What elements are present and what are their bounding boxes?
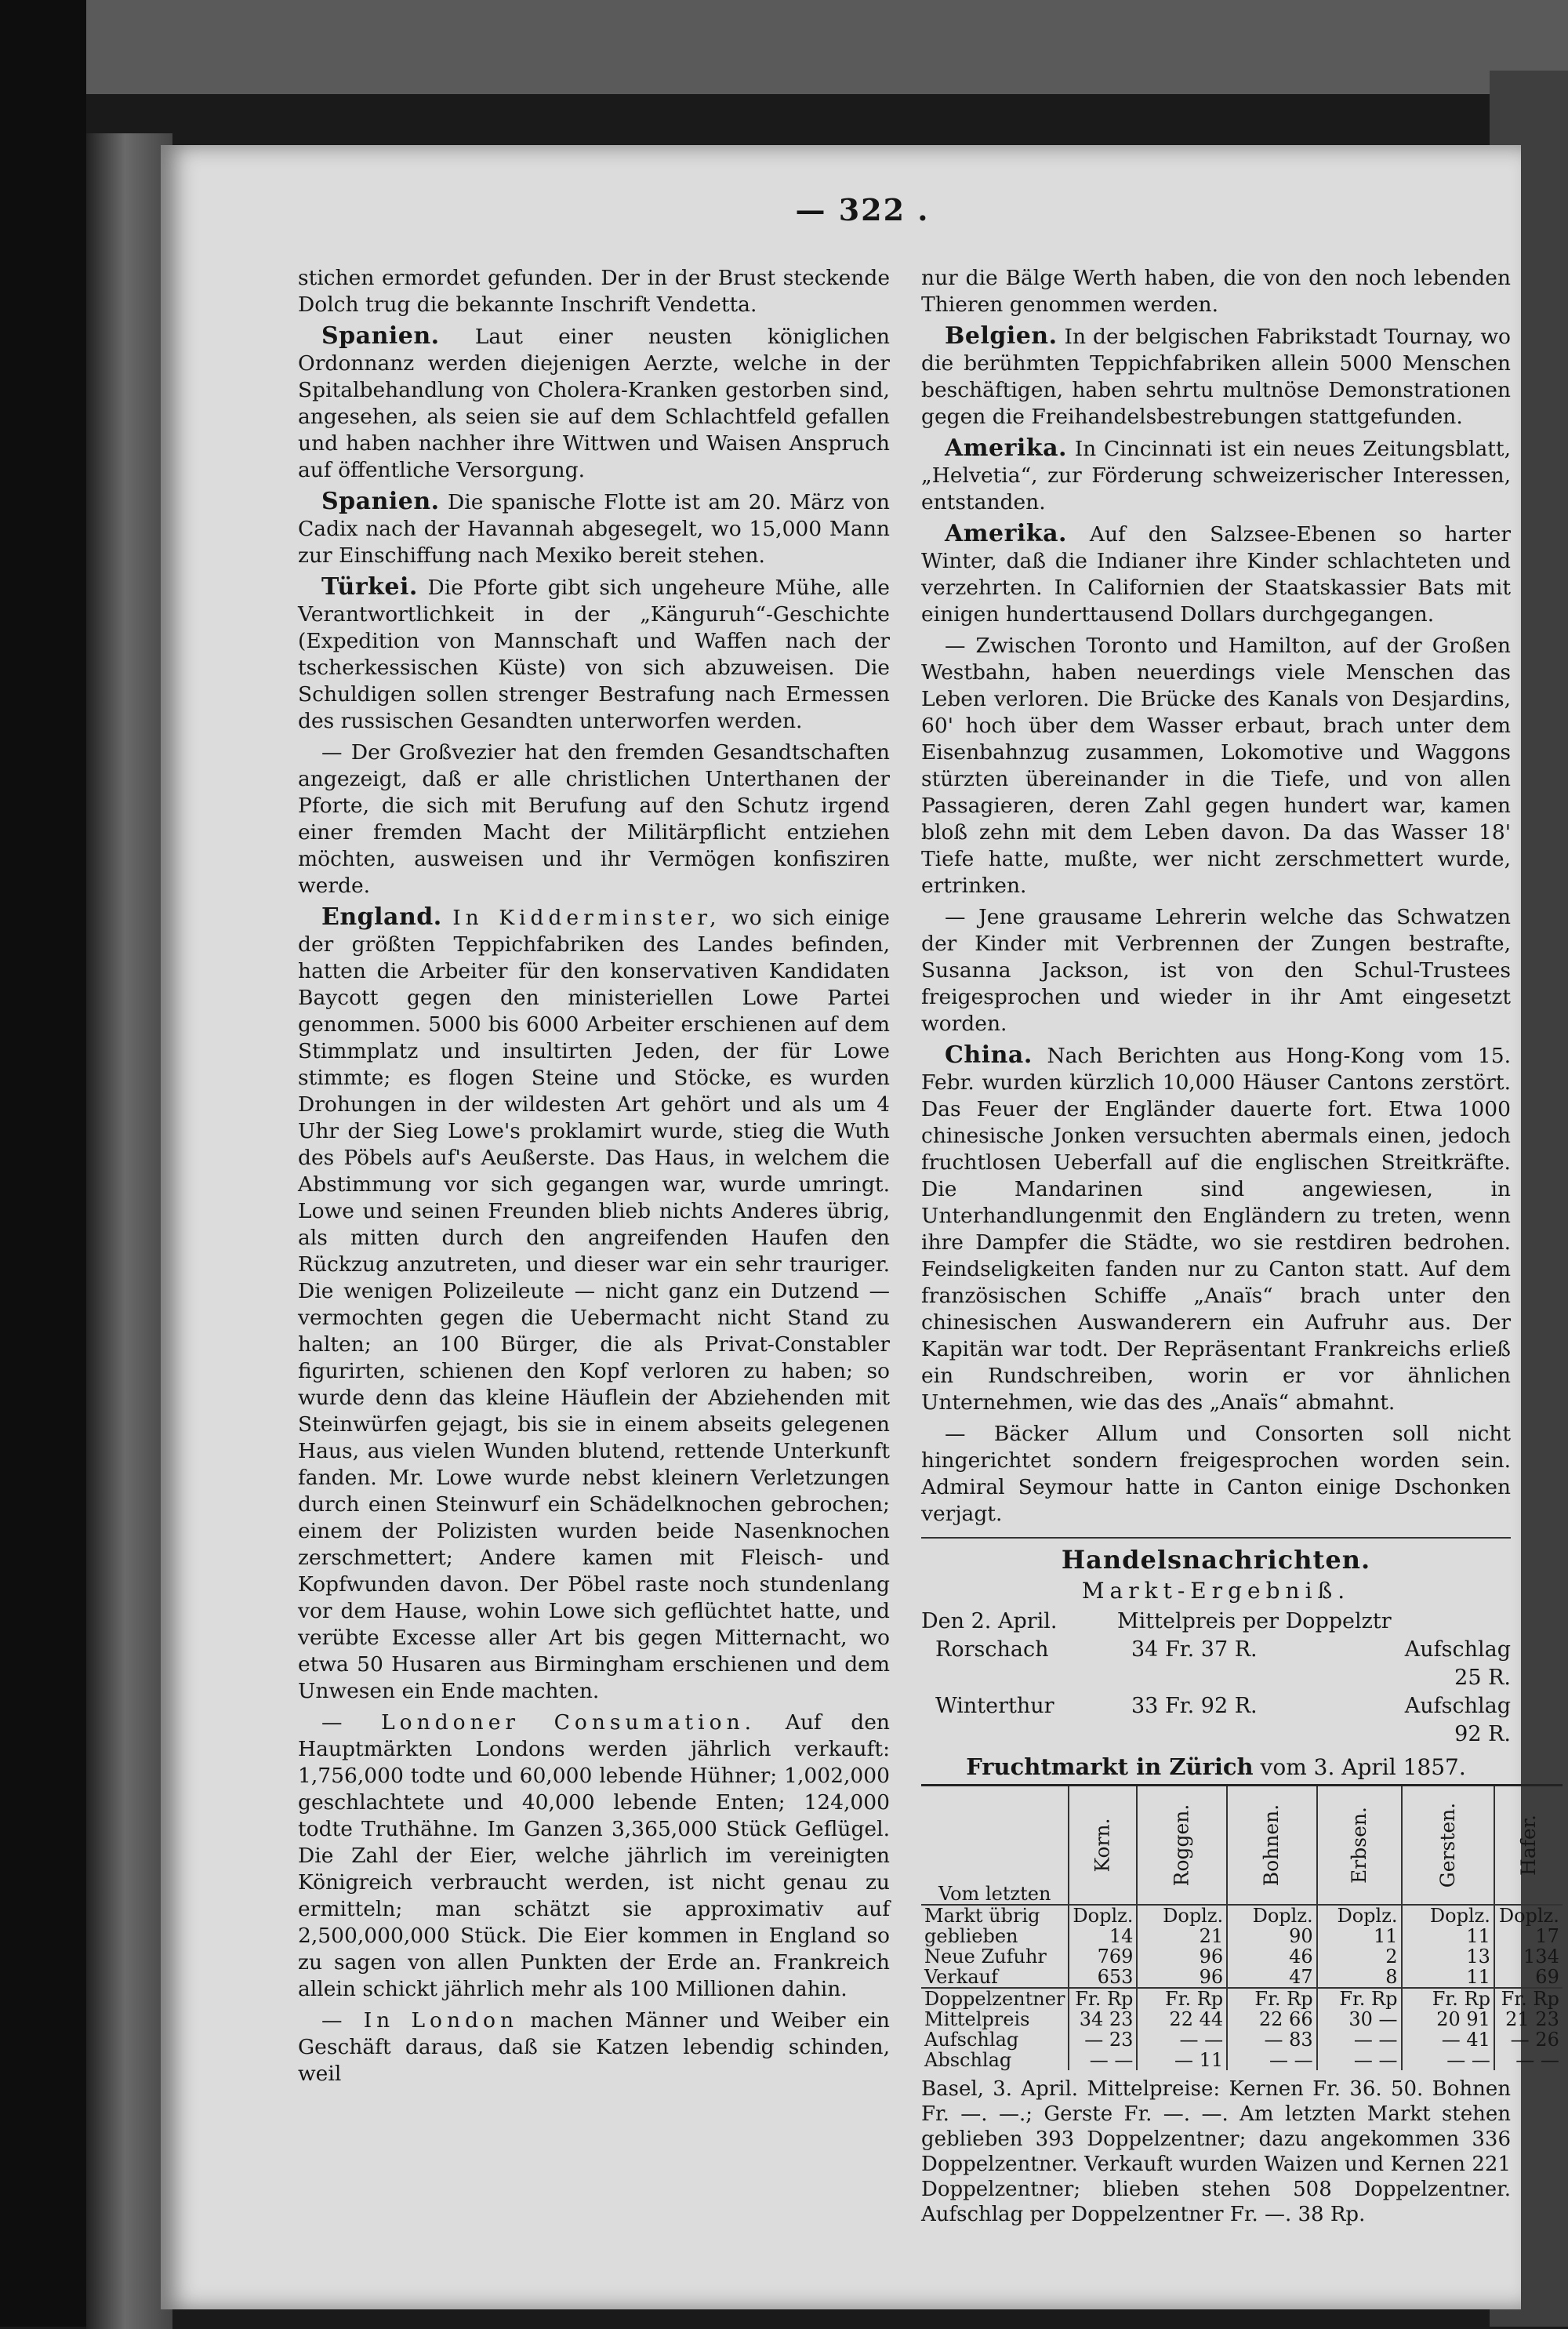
- scan-background-top: [0, 0, 1568, 94]
- article-england: England. In Kidderminster, wo sich einige der größten Teppichfabriken des Landes befinden, hatten die Arbeiter für den konservativen Kandidaten Baycott gegen den ministeriellen Lowe Partei genommen. 5000 bis 6000 Arbeiter erschienen auf dem Stimmplatz und insultirten Jeden, der für Lowe stimmte; es flogen Steine und Stöcke, es wurden Drohungen in der wildesten Art gehört und als um 4 Uhr der Sieg Lowe's proklamirt wurde, stieg die Wuth des Pöbels auf's Aeußerste. Das Haus, in welchem die Abstimmung vor sich gegangen war, wurde umringt. Lowe und seinen Freunden blieb nichts Anderes übrig, als mitten durch den angreifenden Haufen den Rückzug anzutreten, und dieser war ein sehr trauriger. Die wenigen Polizeileute — nicht ganz ein Dutzend — vermochten gegen die Uebermacht nicht Stand zu halten; an 100 Bürger, die als Privat-Constabler figurirten, schienen den Kopf verloren zu haben; so wurde denn das kleine Häuflein der Abziehenden mit Steinwürfen gejagt, bis sie in einem abseits gelegenen Haus, aus vielen Wunden blutend, rettende Unterkunft fanden. Mr. Lowe wurde nebst kleinern Verletzungen durch einen Steinwurf ein Schädelknochen gebrochen; einem der Polizisten wurden beide Nasenknochen zerschmettert; Andere kamen mit Fleisch- und Kopfwunden davon. Der Pöbel raste noch stundenlang vor dem Hause, wohin Lowe sich geflüchtet hatte, und verübte Excesse aller Art bis gegen Mitternacht, wo etwa 50 Husaren aus Birmingham erschienen und dem Unwesen ein Ende machten.: [298, 903, 890, 1703]
- table-cell: 34 23: [1069, 2009, 1137, 2029]
- table-cell: — —: [1227, 2050, 1316, 2070]
- mid-price-label: Mittelpreis per Doppelztr: [1117, 1609, 1392, 1633]
- row-label: Neue Zufuhr: [924, 1946, 1047, 1967]
- price-place: Rorschach: [935, 1637, 1049, 1662]
- table-cell: — 83: [1227, 2029, 1316, 2050]
- row-label: Mittelpreis: [924, 2008, 1030, 2030]
- unit-cell: Fr. Rp: [1402, 1988, 1494, 2009]
- table-cell: — —: [1317, 2050, 1402, 2070]
- article-tuerkei: Türkei. Die Pforte gibt sich ungeheure Mühe, alle Verantwortlichkeit in der „Känguruh“-Geschichte (Expedition von Mannschaft und Waffen nach der tscherkessischen Küste) von sich abzuweisen. Die Schuldigen sollen strenger Bestrafung nach Ermessen des russischen Gesandten unterworfen werden.: [298, 573, 890, 733]
- price-row: [921, 1692, 1511, 1749]
- unit-cell: Doplz.: [1317, 1905, 1402, 1926]
- unit-cell: Doplz.: [1494, 1905, 1563, 1926]
- unit-cell: Fr. Rp: [1227, 1988, 1316, 2009]
- column-header: Gersten.: [1402, 1786, 1494, 1906]
- table-cell: 22 44: [1137, 2009, 1227, 2029]
- market-result-subtitle: Markt-Ergebniß.: [1081, 1578, 1351, 1604]
- article-spanien-1: Spanien. Laut einer neusten königlichen Ordonnanz werden diejenigen Aerzte, welche in der Spitalbehandlung von Cholera-Kranken gestorben sind, angesehen, als seien sie auf dem Schlachtfeld gefallen und haben nachher ihre Wittwen und Waisen Anspruch auf öffentliche Versorgung.: [298, 322, 890, 482]
- article-paragraph: nur die Bälge Werth haben, die von den noch lebenden Thieren genommen werden.: [921, 266, 1511, 317]
- table-cell: — 23: [1069, 2029, 1137, 2050]
- table-row: [921, 1967, 1563, 1988]
- article-china: China. Nach Berichten aus Hong-Kong vom 15. Febr. wurden kürzlich 10,000 Häuser Cantons zerstört. Das Feuer der Engländer dauerte fort. Etwa 1000 chinesische Jonken versuchten abermals einen, jedoch fruchtlosen Ueberfall auf die englischen Streitkräfte. Die Mandarinen sind angewiesen, in Unterhandlungenmit den Engländern zu treten, wenn ihre Dampfer die Städte, wo sie restdiren bedrohen. Feindseligkeiten fanden nur zu Canton statt. Auf dem französischen Schiffe „Anaïs“ brach unter den chinesischen Auswanderern ein Aufruhr aus. Der Kapitän war todt. Der Repräsentant Frankreichs erließ ein Rundschreiben, worin er vor ähnlichen Unternehmen, wie das des „Anaïs“ abmahnt.: [921, 1041, 1511, 1415]
- row-label: Doppelzentner: [921, 1988, 1069, 2009]
- table-cell: — 11: [1137, 2050, 1227, 2070]
- row-label: Markt übrig: [921, 1905, 1069, 1926]
- table-cell: — 41: [1402, 2029, 1494, 2050]
- unit-cell: Fr. Rp: [1494, 1988, 1563, 2009]
- unit-cell: Doplz.: [1402, 1905, 1494, 1926]
- price-value: 34 Fr. 37 R.: [1131, 1637, 1258, 1662]
- table-cell: 21 23: [1494, 2009, 1563, 2029]
- right-column: [921, 265, 1559, 2227]
- article-london-consumation: — Londoner Consumation. Auf den Hauptmärkten Londons werden jährlich verkauft: 1,756,000 todte und 60,000 lebende Hühner; 1,002,000 geschlachtete und 40,000 lebende Enten; 124,000 todte Truthähne. Im Ganzen 3,365,000 Stück Geflügel. Die Zahl der Eier, welche jährlich im vereinigten Königreich verbraucht werden, ist nicht genau zu ermitteln; man schätzt sie approximativ auf 2,500,000,000 Stück. Die Eier kommen in England so zu sagen von allen Punkten der Erde an. Frankreich allein schickt jährlich mehr als 100 Millionen dahin.: [298, 1710, 890, 2001]
- article-amerika-2: Amerika. Auf den Salzsee-Ebenen so harter Winter, daß die Indianer ihre Kinder schlachteten und verzehrten. In Californien der Staatskassier Bats mit einigen hunderttausend Dollars durchgegangen.: [921, 520, 1511, 627]
- price-value: 33 Fr. 92 R.: [1131, 1694, 1258, 1718]
- row-label: Verkauf: [924, 1966, 998, 1988]
- table-row: [921, 1946, 1563, 1967]
- section-divider: [921, 1537, 1511, 1539]
- row-label: Abschlag: [924, 2049, 1012, 2071]
- table-cell: 96: [1137, 1946, 1227, 1967]
- price-header: [921, 1608, 1511, 1636]
- table-row: [921, 2009, 1563, 2029]
- article-belgien: Belgien. In der belgischen Fabrikstadt Tournay, wo die berühmten Teppichfabriken allein 5000 Menschen beschäftigen, haben sehrtu multnöse Demonstrationen gegen die Freihandelsbestrebungen stattgefunden.: [921, 322, 1511, 429]
- table-cell: 69: [1494, 1967, 1563, 1988]
- left-column: [298, 265, 890, 2092]
- table-cell: 13: [1402, 1946, 1494, 1967]
- trade-news-title: Handelsnachrichten.: [1061, 1545, 1371, 1575]
- article-grossvezier: — Der Großvezier hat den fremden Gesandtschaften angezeigt, daß er alle christlichen Unterthanen der Pforte, die sich mit Berufung auf den Schutz irgend einer fremden Macht der Militärpflicht entziehen möchten, ausweisen und ihr Vermögen konfisziren werde.: [298, 740, 890, 898]
- basel-market-report: Basel, 3. April. Mittelpreise: Kernen Fr. 36. 50. Bohnen Fr. —. —.; Gerste Fr. —. —. Am letzten Markt stehen geblieben 393 Doppelzentner; dazu angekommen 336 Doppelzentner. Verkauft wurden Waizen und Kernen 221 Doppelzentner; blieben stehen 508 Doppelzentner. Aufschlag per Doppelzentner Fr. —. 38 Rp.: [921, 2077, 1511, 2226]
- table-cell: 96: [1137, 1967, 1227, 1988]
- column-header: Roggen.: [1137, 1786, 1227, 1906]
- table-cell: 11: [1317, 1926, 1402, 1946]
- market-table-title: Fruchtmarkt in Zürich vom 3. April 1857.: [966, 1753, 1466, 1780]
- article-spanien-2: Spanien. Die spanische Flotte ist am 20. März von Cadix nach der Havannah abgesegelt, wo 15,000 Mann zur Einschiffung nach Mexiko bereit stehen.: [298, 488, 890, 568]
- table-cell: 47: [1227, 1967, 1316, 1988]
- article-lehrerin: — Jene grausame Lehrerin welche das Schwatzen der Kinder mit Verbrennen der Zungen bestrafte, Susanna Jackson, ist von den Schul-Trustees freigesprochen und wieder in ihr Amt eingesetzt worden.: [921, 905, 1511, 1036]
- column-header: Hafer.: [1494, 1786, 1563, 1906]
- article-baecker: — Bäcker Allum und Consorten soll nicht hingerichtet sondern freigesprochen worden sein. Admiral Seymour hatte in Canton einige Dschonken verjagt.: [921, 1422, 1511, 1526]
- row-label: Vom letzten: [938, 1883, 1051, 1905]
- unit-cell: Fr. Rp: [1137, 1988, 1227, 2009]
- table-header-row: [921, 1786, 1563, 1906]
- scan-background-left: [0, 0, 86, 2327]
- article-amerika-1: Amerika. In Cincinnati ist ein neues Zeitungsblatt, „Helvetia“, zur Förderung schweizerischer Interessen, entstanden.: [921, 434, 1511, 514]
- table-row: [921, 1926, 1563, 1946]
- grain-market-table: [921, 1784, 1563, 2070]
- table-cell: — —: [1137, 2029, 1227, 2050]
- table-cell: 14: [1069, 1926, 1137, 1946]
- table-cell: 11: [1402, 1967, 1494, 1988]
- table-cell: 30 —: [1317, 2009, 1402, 2029]
- unit-cell: Fr. Rp: [1317, 1988, 1402, 2009]
- table-cell: — —: [1317, 2029, 1402, 2050]
- table-cell: — —: [1069, 2050, 1137, 2070]
- article-london-katzen: — In London machen Männer und Weiber ein Geschäft daraus, daß sie Katzen lebendig schinden, weil: [298, 2008, 890, 2086]
- column-header: Korn.: [1069, 1786, 1137, 1906]
- table-row: [921, 2050, 1563, 2070]
- price-change: Aufschlag 25 R.: [1404, 1637, 1511, 1690]
- book-spine: [86, 133, 172, 2329]
- unit-cell: Doplz.: [1227, 1905, 1316, 1926]
- table-cell: 2: [1317, 1946, 1402, 1967]
- table-cell: — 26: [1494, 2029, 1563, 2050]
- unit-cell: Doplz.: [1137, 1905, 1227, 1926]
- table-cell: 22 66: [1227, 2009, 1316, 2029]
- column-header: Bohnen.: [1227, 1786, 1316, 1906]
- table-cell: 20 91: [1402, 2009, 1494, 2029]
- table-cell: 653: [1069, 1967, 1137, 1988]
- price-row: [921, 1636, 1511, 1692]
- table-cell: 17: [1494, 1926, 1563, 1946]
- table-cell: 769: [1069, 1946, 1137, 1967]
- table-cell: 11: [1402, 1926, 1494, 1946]
- table-cell: 46: [1227, 1946, 1316, 1967]
- article-paragraph: stichen ermordet gefunden. Der in der Brust steckende Dolch trug die bekannte Inschrift Vendetta.: [298, 266, 890, 317]
- table-cell: — —: [1494, 2050, 1563, 2070]
- row-label: Aufschlag: [924, 2029, 1019, 2051]
- article-toronto: — Zwischen Toronto und Hamilton, auf der Großen Westbahn, haben neuerdings viele Menschen das Leben verloren. Die Brücke des Kanals von Desjardins, 60' hoch über dem Wasser erbaut, brach unter dem Eisenbahnzug zusammen, Lokomotive und Waggons stürzten übereinander in die Tiefe, und von allen Passagieren, deren Zahl gegen hundert war, kamen bloß zehn mit dem Leben davon. Da das Wasser 18' Tiefe hatte, mußte, wer nicht zerschmettert wurde, ertrinken.: [921, 634, 1511, 898]
- table-cell: 90: [1227, 1926, 1316, 1946]
- table-cell: 8: [1317, 1967, 1402, 1988]
- page-number: — 322 .: [795, 192, 930, 227]
- unit-cell: Fr. Rp: [1069, 1988, 1137, 2009]
- price-change: Aufschlag 92 R.: [1404, 1694, 1511, 1746]
- table-unit-row: [921, 1905, 1563, 1926]
- table-cell: — —: [1402, 2050, 1494, 2070]
- table-unit-row: [921, 1988, 1563, 2009]
- table-row: [921, 2029, 1563, 2050]
- table-cell: 134: [1494, 1946, 1563, 1967]
- table-cell: 21: [1137, 1926, 1227, 1946]
- unit-cell: Doplz.: [1069, 1905, 1137, 1926]
- price-place: Winterthur: [935, 1694, 1054, 1718]
- price-date: Den 2. April.: [921, 1609, 1058, 1633]
- column-header: Erbsen.: [1317, 1786, 1402, 1906]
- row-label: geblieben: [924, 1925, 1018, 1947]
